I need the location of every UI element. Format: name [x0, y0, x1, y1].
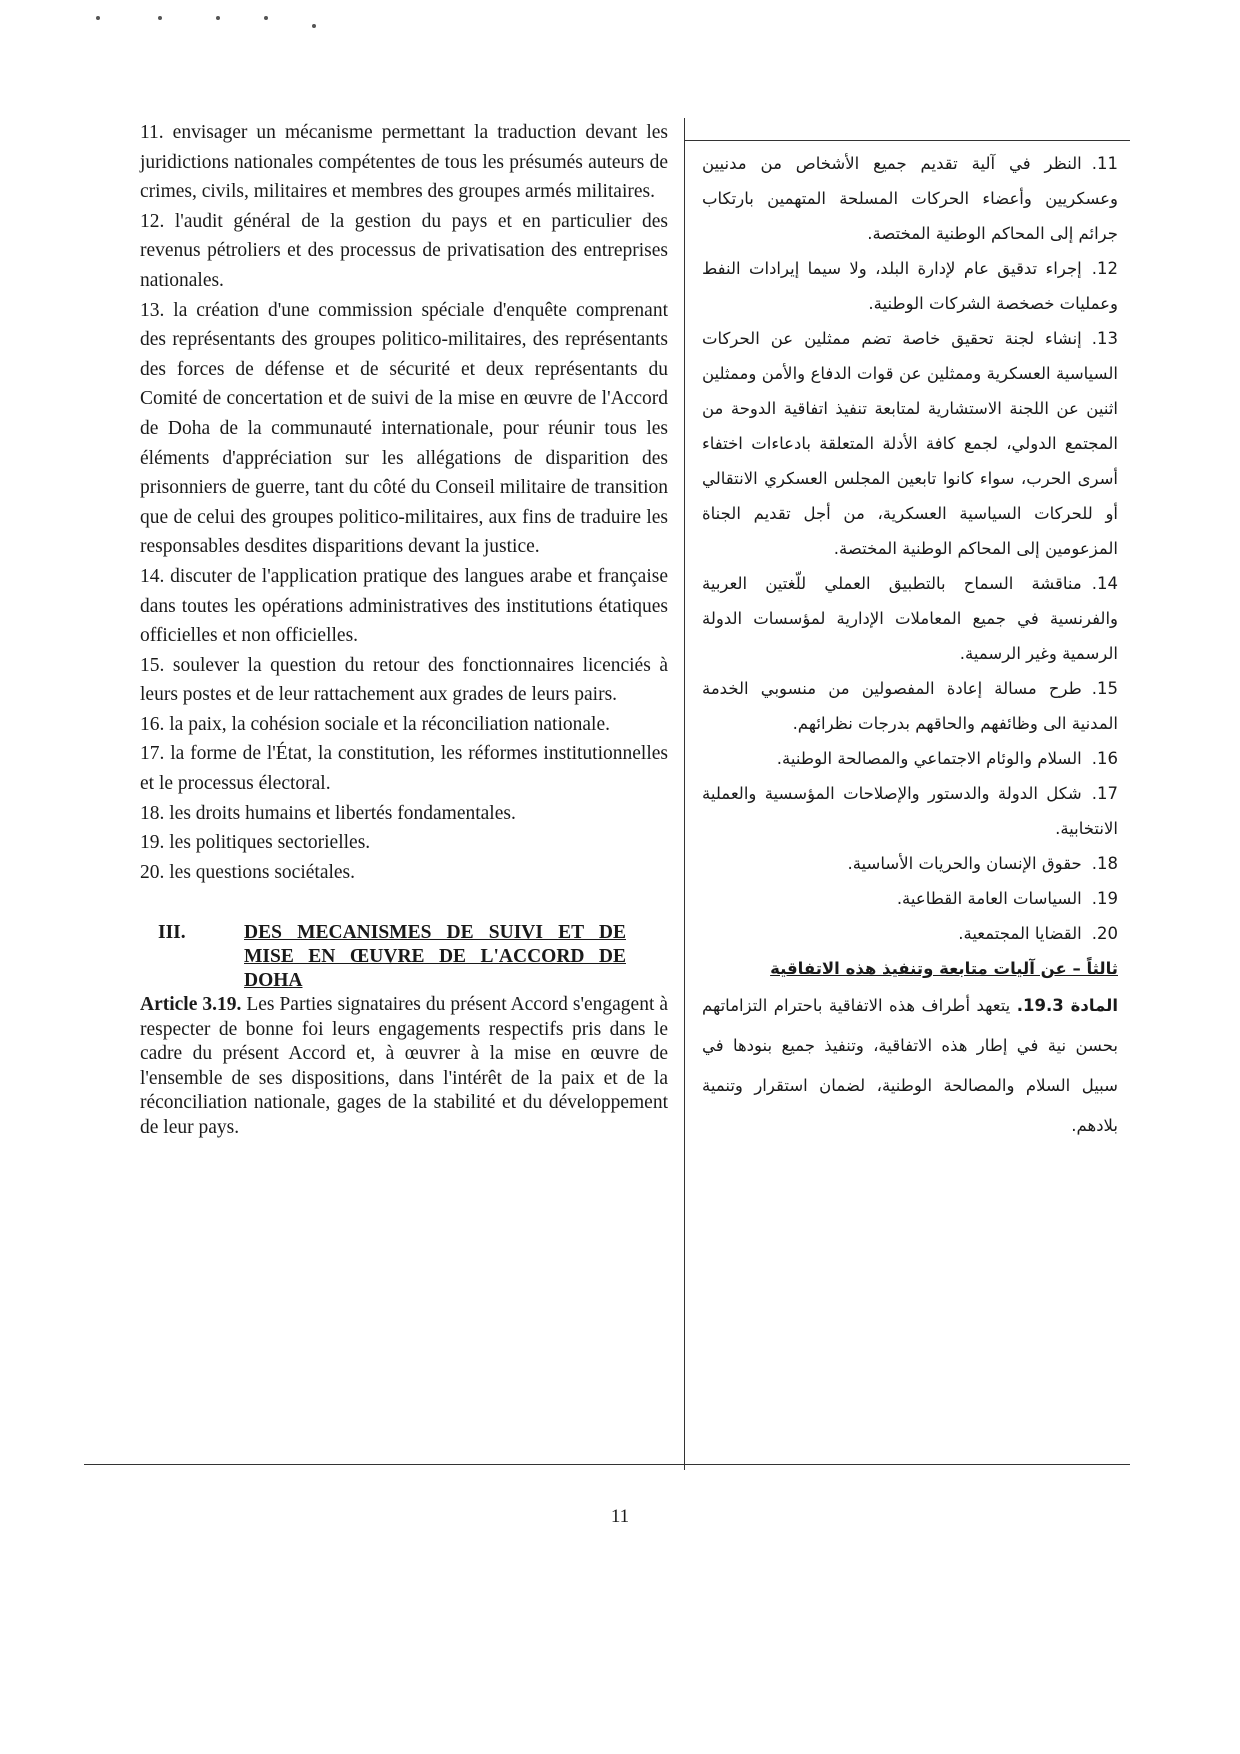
french-item-20: 20. les questions sociétales.: [140, 861, 356, 883]
column-divider: [684, 118, 685, 1470]
arabic-item-text: مناقشة السماح بالتطبيق العملي للّغتين العربية والفرنسية في جميع المعاملات الإدارية لمؤسسات الدولة الرسمية وغير الرسمية.: [702, 574, 1118, 663]
arabic-section-heading: ثالثاً – عن آليات متابعة وتنفيذ هذه الاتفاقية: [770, 959, 1118, 978]
arabic-item-18: [702, 846, 1118, 881]
arabic-item-number: 17.: [1091, 784, 1118, 803]
french-item-16: 16. la paix, la cohésion sociale et la réconciliation nationale.: [140, 713, 610, 735]
arabic-item-number: 18.: [1091, 854, 1118, 873]
french-column: [140, 118, 668, 1140]
arabic-item-19: [702, 881, 1118, 916]
table-bottom-rule: [84, 1464, 1130, 1465]
arabic-item-number: 19.: [1091, 889, 1118, 908]
french-item-18: 18. les droits humains et libertés fondamentales.: [140, 802, 516, 824]
arabic-column: [702, 146, 1118, 1146]
french-section-number: III.: [158, 922, 186, 944]
arabic-item-number: 11.: [1091, 154, 1118, 173]
arabic-item-text: إنشاء لجنة تحقيق خاصة تضم ممثلين عن الحركات السياسية العسكرية وممثلين عن قوات الدفاع والأمن وممثلين اثنين عن اللجنة الاستشارية لمتابعة تنفيذ اتفاقية الدوحة من المجتمع الدولي، لجمع كافة الأدلة المتعلقة بادعاءات اختفاء أسرى الحرب، سواء كانوا تابعين المجلس العسكري الانتقالي أو للحركات السياسية العسكرية، من أجل تقديم الجناة المزعومين إلى المحاكم الوطنية المختصة.: [702, 329, 1118, 558]
arabic-item-text: شكل الدولة والدستور والإصلاحات المؤسسية والعملية الانتخابية.: [702, 784, 1118, 838]
french-article-text: Les Parties signataires du présent Accord s'engagent à respecter de bonne foi leurs engagements respectifs pris dans le cadre du présent Accord et, à œuvrer à la mise en œuvre de l'ensemble de ses dispositions, dans l'intérêt de la paix et de la réconciliation nationale, gages de la stabilité et du développement de leur pays.: [140, 994, 668, 1138]
arabic-item-number: 16.: [1091, 749, 1118, 768]
arabic-item-17: [702, 776, 1118, 846]
scan-specks: [96, 14, 326, 30]
table-top-rule: [684, 140, 1130, 141]
arabic-item-15: [702, 671, 1118, 741]
arabic-item-text: القضايا المجتمعية.: [958, 924, 1082, 943]
arabic-article-19-3: [702, 986, 1118, 1146]
arabic-item-text: السياسات العامة القطاعية.: [896, 889, 1082, 908]
arabic-item-number: 15.: [1091, 679, 1118, 698]
arabic-item-11: [702, 146, 1118, 251]
french-section-heading: [140, 921, 668, 993]
french-article-3-19: [140, 993, 668, 1140]
arabic-item-12: [702, 251, 1118, 321]
french-item-15: 15. soulever la question du retour des fonctionnaires licenciés à leurs postes et de leur rattachement aux grades de leurs pairs.: [140, 654, 668, 706]
arabic-article-label: المادة 19.3.: [1016, 996, 1119, 1015]
arabic-item-16: [702, 741, 1118, 776]
arabic-item-14: [702, 566, 1118, 671]
french-item-11: 11. envisager un mécanisme permettant la traduction devant les juridictions nationales compétentes de tous les présumés auteurs de crimes, civils, militaires et membres des groupes armés militaires.: [140, 122, 668, 203]
arabic-item-text: حقوق الإنسان والحريات الأساسية.: [847, 854, 1082, 873]
arabic-item-number: 13.: [1091, 329, 1118, 348]
arabic-item-text: طرح مسالة إعادة المفصولين من منسوبي الخدمة المدنية الى وظائفهم والحاقهم بدرجات نظرائهم.: [702, 679, 1118, 733]
arabic-item-13: [702, 321, 1118, 566]
arabic-item-text: النظر في آلية تقديم جميع الأشخاص من مدنيين وعسكريين وأعضاء الحركات المسلحة المتهمين بارتكاب جرائم إلى المحاكم الوطنية المختصة.: [702, 154, 1118, 243]
arabic-item-text: إجراء تدقيق عام لإدارة البلد، ولا سيما إيرادات النفط وعمليات خصخصة الشركات الوطنية.: [702, 259, 1118, 313]
french-item-17: 17. la forme de l'État, la constitution, les réformes institutionnelles et le processus électoral.: [140, 743, 668, 795]
arabic-item-number: 12.: [1091, 259, 1118, 278]
arabic-item-number: 20.: [1091, 924, 1118, 943]
french-item-19: 19. les politiques sectorielles.: [140, 832, 371, 854]
french-item-12: 12. l'audit général de la gestion du pays et en particulier des revenus pétroliers et des processus de privatisation des entreprises nationales.: [140, 210, 668, 291]
french-article-label: Article 3.19.: [140, 994, 242, 1016]
arabic-item-20: [702, 916, 1118, 951]
arabic-item-number: 14.: [1091, 574, 1118, 593]
french-item-13: 13. la création d'une commission spéciale d'enquête comprenant des représentants des groupes politico-militaires, des représentants des forces de défense et de sécurité et deux représentants du Comité de concertation et de suivi de la mise en œuvre de l'Accord de Doha de la communauté internationale, pour réunir tous les éléments d'appréciation sur les allégations de disparition des prisonniers de guerre, tant du côté du Conseil militaire de transition que de celui des groupes politico-militaires, aux fins de traduire les responsables desdites disparitions devant la justice.: [140, 299, 668, 558]
arabic-article-text: يتعهد أطراف هذه الاتفاقية باحترام التزاماتهم بحسن نية في إطار هذه الاتفاقية، وتنفيذ جميع بنودها في سبيل السلام والمصالحة الوطنية، لضمان استقرار وتنمية بلادهم.: [702, 996, 1118, 1135]
bilingual-table: [84, 118, 1130, 1470]
french-item-14: 14. discuter de l'application pratique des langues arabe et française dans toutes les opérations administratives des institutions étatiques officielles et non officielles.: [140, 565, 668, 647]
arabic-item-text: السلام والوئام الاجتماعي والمصالحة الوطنية.: [776, 749, 1082, 768]
page-number: 11: [610, 1506, 630, 1527]
french-section-title: DES MECANISMES DE SUIVI ET DE MISE EN ŒUVRE DE L'ACCORD DE DOHA: [244, 922, 626, 992]
